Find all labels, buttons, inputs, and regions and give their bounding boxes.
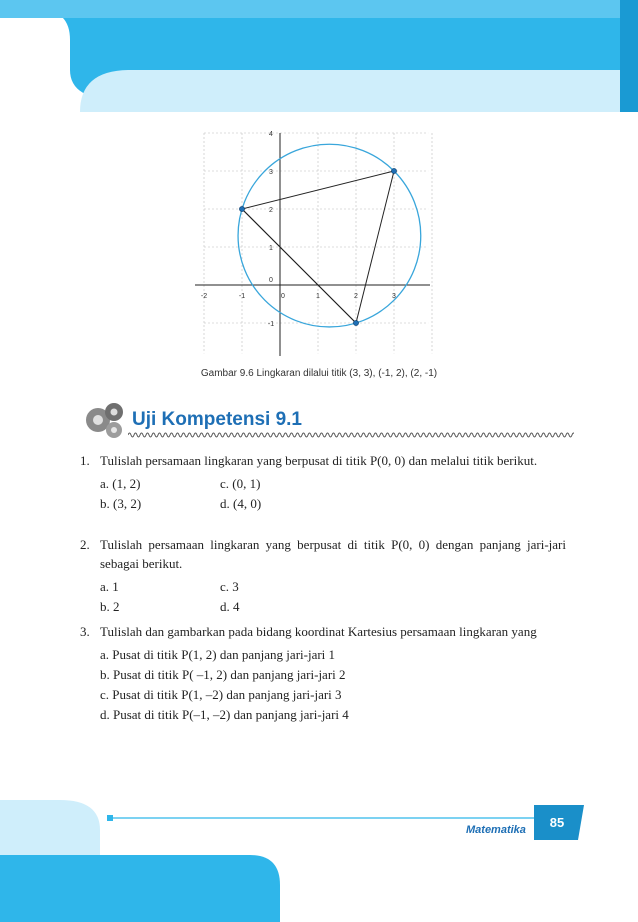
data-point — [353, 320, 358, 325]
x-tick-label: 1 — [316, 293, 320, 300]
option-d: d. Pusat di titik P(–1, –2) dan panjang jari-jari 4 — [100, 707, 349, 722]
x-tick-label: -2 — [200, 293, 208, 300]
question-1 — [80, 451, 566, 514]
y-tick-label: 2 — [269, 207, 273, 214]
option-a: a. Pusat di titik P(1, 2) dan panjang jari-jari 1 — [100, 647, 336, 662]
book-title: Matematika — [466, 824, 526, 836]
question-number: 1. — [80, 453, 90, 468]
gears-icon — [80, 398, 128, 442]
option-a: a. 1 — [100, 579, 119, 594]
option-a: a. (1, 2) — [100, 476, 141, 491]
option-b: b. (3, 2) — [100, 496, 142, 511]
x-tick-label: -1 — [238, 293, 246, 300]
option-b: b. 2 — [100, 599, 120, 614]
footer-banner — [0, 800, 638, 922]
option-c: c. (0, 1) — [220, 476, 261, 491]
coordinate-figure — [190, 128, 440, 358]
question-text: Tulislah dan gambarkan pada bidang koordinat Kartesius persamaan lingkaran yang — [100, 624, 537, 639]
data-point — [391, 168, 396, 173]
y-tick-label: 1 — [269, 245, 273, 252]
question-2 — [80, 535, 566, 617]
figure-caption: Gambar 9.6 Lingkaran dilalui titik (3, 3), (-1, 2), (2, -1) — [200, 368, 438, 379]
question-text: Tulislah persamaan lingkaran yang berpusat di titik P(0, 0) dengan panjang jari-jari sebagai berikut. — [100, 537, 566, 571]
x-tick-label: 2 — [354, 293, 358, 300]
page-number: 85 — [549, 815, 565, 830]
option-d: d. (4, 0) — [220, 496, 262, 511]
x-tick-label: 3 — [392, 293, 396, 300]
title-underline — [128, 430, 574, 440]
option-c: c. Pusat di titik P(1, –2) dan panjang jari-jari 3 — [100, 687, 342, 702]
header-banner — [0, 0, 638, 112]
question-number: 3. — [80, 624, 90, 639]
option-d: d. 4 — [220, 599, 240, 614]
y-tick-label: 0 — [269, 277, 273, 284]
y-tick-label: 4 — [269, 131, 273, 138]
x-tick-label: 0 — [281, 293, 285, 300]
y-tick-label: -1 — [267, 321, 275, 328]
data-point — [239, 206, 244, 211]
chord-line — [242, 209, 356, 323]
options — [100, 645, 566, 725]
options — [100, 474, 566, 514]
y-tick-label: 3 — [269, 169, 273, 176]
option-c: c. 3 — [220, 579, 239, 594]
question-number: 2. — [80, 537, 90, 552]
question-3 — [80, 622, 566, 725]
options — [100, 577, 566, 617]
section-title: Uji Kompetensi 9.1 — [132, 409, 302, 430]
option-b: b. Pusat di titik P( –1, 2) dan panjang jari-jari 2 — [100, 667, 346, 682]
question-text: Tulislah persamaan lingkaran yang berpusat di titik P(0, 0) dan melalui titik berikut. — [100, 453, 538, 468]
